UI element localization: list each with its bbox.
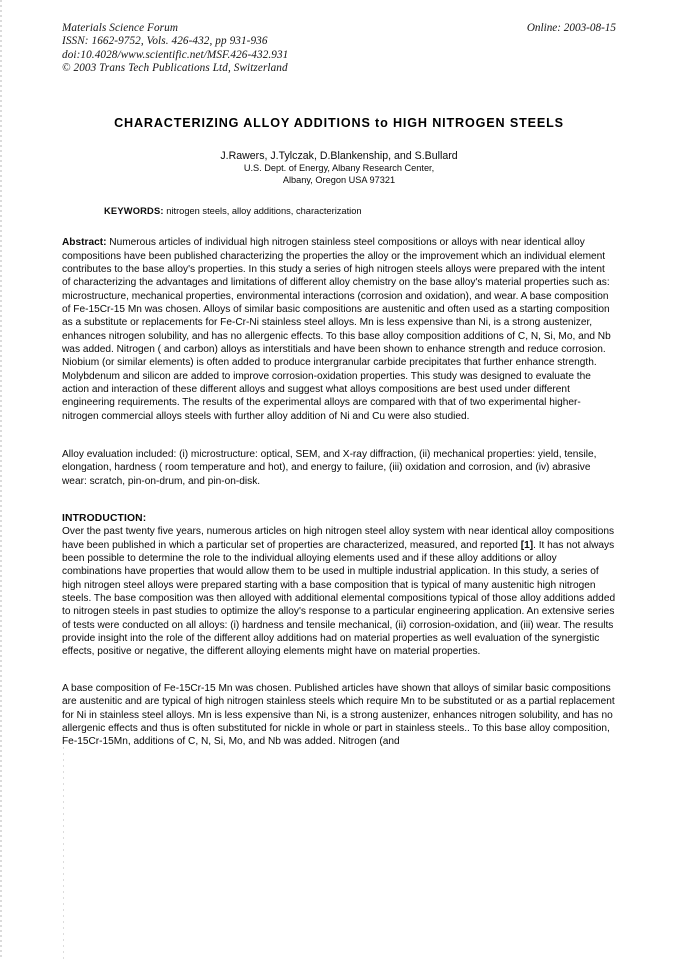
reference-citation-1: [1] [520, 539, 534, 551]
page-title: CHARACTERIZING ALLOY ADDITIONS to HIGH NITROGEN STEELS [114, 116, 564, 130]
author-list: J.Rawers, J.Tylczak, D.Blankenship, and S.Bullard [220, 150, 458, 162]
online-publication-date: Online: 2003-08-15 [526, 22, 616, 34]
intro-p1-part-a: Over the past twenty five years, numerous articles on high nitrogen steel alloy system with near identical alloy compositions have been published in which a particular set of properties are characterized, measured, and reported [62, 526, 615, 551]
journal-doi-line: doi:10.4028/www.scientific.net/MSF.426-432.931 [62, 48, 289, 61]
introduction-paragraph-1 [62, 525, 616, 658]
introduction-paragraph-2: A base composition of Fe-15Cr-15 Mn was chosen. Published articles have shown that alloys of similar basic compositions are austenitic and are typical of high nitrogen stainless steels which require Mn to be substituted or as a partial replacement for Ni in stainless steel alloys. Mn is less expensive than Ni, is a strong austenizer, enhances nitrogen solubility, and has no allergenic effects and thus is often substituted for nickle in whole or part in stainless steels.. To this base alloy composition, Fe-15Cr-15Mn, additions of C, N, Si, Mo, and Nb was added. Nitrogen (and [62, 682, 615, 748]
abstract-label: Abstract: [62, 237, 107, 249]
abstract-paragraph [62, 236, 616, 423]
scan-edge-artifact [0, 0, 2, 959]
abstract-text: Numerous articles of individual high nitrogen stainless steel compositions or alloys with near identical alloy compositions have been published characterizing the properties the alloy or the improvement which an individual element contributes to the base alloy's properties. In this study a series of high nitrogen steels alloys were prepared with the intent of characterizing the advantages and limitations of different alloy chemistry on the base alloy's material properties such as: microstructure, mechanical properties, environmental interactions (corrosion and oxidation), and wear. A base composition of Fe-15Cr-15 Mn was chosen. Alloys of similar basic compositions are austenitic and often used as a starting composition as a substitute or replacements for Fe-Cr-Ni stainless steel alloys. Mn is less expensive than Ni, is a strong austenizer, enhances nitrogen solubility, and has no allergenic effects. To this base alloy composition additions of C, N, Si, Mo, and Nb was added. Nitrogen ( and carbon) alloys as interstitials and have been shown to enhance strength and reduce corrosion. Niobium (or similar elements) is often added to produce intergranular carbide precipitates that further enhance strength. Molybdenum and silicon are added to improve corrosion-oxidation properties. This study was designed to evaluate the action and interaction of these different alloys and suggest what alloys compositions are best used under different engineering requirements. The results of the experimental alloys are compared with that of two experimental higher-nitrogen commercial alloys steels with further alloy addition of Ni and Cu were also studied. [62, 237, 611, 422]
page-content [62, 0, 616, 749]
introduction-heading: INTRODUCTION: [62, 513, 147, 525]
affiliation-line-2: Albany, Oregon USA 97321 [282, 174, 396, 185]
masthead [62, 22, 616, 80]
journal-copyright-line: © 2003 Trans Tech Publications Ltd, Switzerland [62, 62, 288, 75]
keywords-values: nitrogen steels, alloy additions, characterization [166, 206, 362, 217]
journal-name: Materials Science Forum [62, 22, 179, 34]
intro-p1-part-b: . It has not always been possible to determine the role to the individual alloying elements used and if these alloy additions or alloy combinations have properties that would allow them to be used in multiple industrial application. In this study, a series of high nitrogen steel alloys were prepared starting with a base composition that is typical of many austenitic high nitrogen steels. The base composition was then alloyed with additional elemental compositions typical of those alloy additions added to nitrogen steels in past studies to optimize the alloy's response to a particular engineering application. An extensive series of tests were conducted on all alloys: (i) hardness and tensile mechanical, (ii) corrosion-oxidation, and (iii) wear. The results provide insight into the role of the different alloy additions had on material properties as well evaluation of the synergistic effects, positive or negative, the different alloying elements might have on material properties. [62, 539, 616, 658]
alloy-evaluation-paragraph: Alloy evaluation included: (i) microstructure: optical, SEM, and X-ray diffraction, (ii) mechanical properties: yield, tensile, elongation, hardness ( room temperature and hot), and energy to failure, (iii) oxidation and corrosion, and (iv) abrasive wear: scratch, pin-on-drum, and pin-on-disk. [62, 449, 597, 487]
journal-issn-line: ISSN: 1662-9752, Vols. 426-432, pp 931-936 [62, 35, 268, 48]
keywords-label: KEYWORDS: [104, 206, 164, 217]
keywords-row [104, 205, 616, 217]
affiliation-line-1: U.S. Dept. of Energy, Albany Research Center, [243, 163, 435, 173]
scan-edge-artifact-lower [63, 735, 64, 959]
